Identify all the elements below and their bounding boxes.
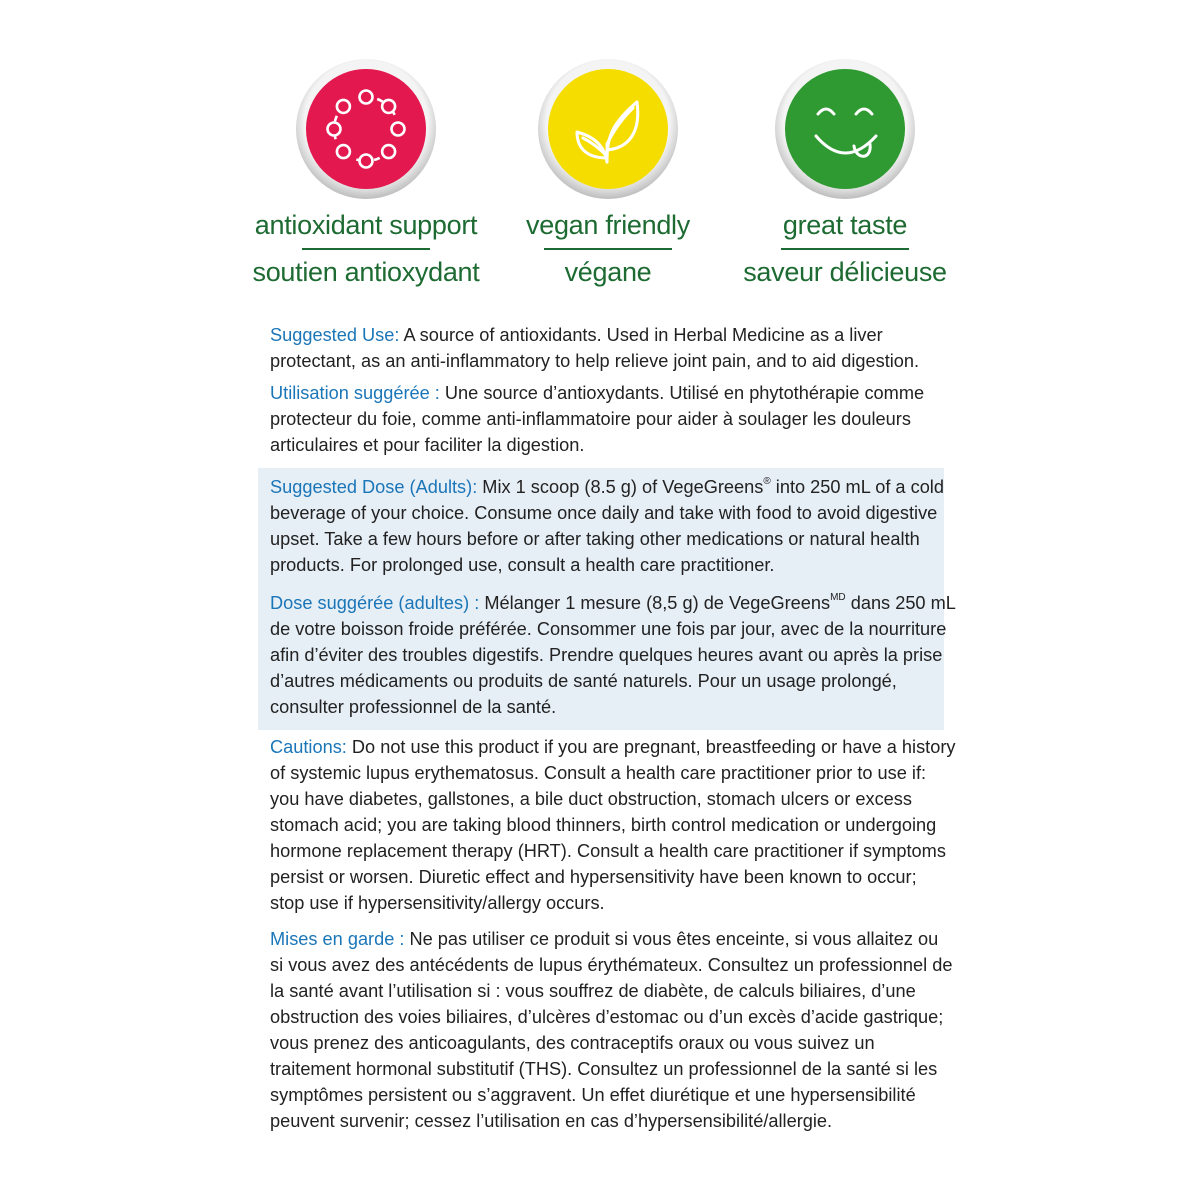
section-heading: Suggested Use: (270, 325, 400, 345)
section-body: A source of antioxidants. Used in Herbal Medicine as a liver protectant, as an anti-inflammatory to help relieve joint pain, and to aid digestion. (270, 325, 920, 371)
trademark-mark: MD (830, 592, 846, 603)
cautions-en (258, 734, 968, 916)
suggested-use-fr (258, 380, 968, 458)
leaf-icon (537, 58, 679, 200)
feature-divider (781, 248, 909, 250)
feature-label-fr: saveur délicieuse (743, 257, 947, 287)
section-body: into 250 mL of a cold beverage of your choice. Consume once daily and take with food to avoid digestive upset. Take a few hours before or after taking other medications or natural health products. For prolonged use, consult a health care practitioner. (270, 477, 944, 575)
feature-divider (544, 248, 672, 250)
section-heading: Suggested Dose (Adults): (270, 477, 478, 497)
suggested-use-en (258, 322, 968, 374)
section-body: Une source d’antioxydants. Utilisé en phytothérapie comme protecteur du foie, comme anti-inflammatoire pour aider à soulager les douleurs articulaires et pour faciliter la digestion. (270, 383, 925, 455)
section-body: dans 250 mL de votre boisson froide préférée. Consommer une fois par jour, avec de la nourriture afin d’éviter des troubles digestifs. Prendre quelques heures avant ou après la prise d’autres médicaments ou produits de santé naturels. Pour un usage prolongé, consulter professionnel de la santé. (270, 593, 956, 717)
feature-divider (302, 248, 430, 250)
section-body: Mix 1 scoop (8.5 g) of VegeGreens (477, 477, 764, 497)
section-heading: Cautions: (270, 737, 347, 757)
feature-badges (0, 58, 1200, 298)
feature-label-en: vegan friendly (526, 210, 690, 240)
feature-taste (695, 58, 995, 289)
section-body: Do not use this product if you are pregnant, breastfeeding or have a history of systemic lupus erythematosus. Consult a health care practitioner prior to use if: you have diabetes, gallstones, a bile duct obstruction, stomach ulcers or excess stomach acid; you are taking blood thinners, birth control medication or undergoing hormone replacement therapy (HRT). Consult a health care practitioner if symptoms persist or worsen. Diuretic effect and hypersensitivity have been known to occur; stop use if hypersensitivity/allergy occurs. (270, 737, 956, 913)
feature-label-en: great taste (782, 210, 908, 240)
suggested-dose-en (258, 474, 968, 578)
feature-label-en: antioxidant support (254, 210, 478, 240)
molecule-ring-icon (295, 58, 437, 200)
section-heading: Dose suggérée (adultes) : (270, 593, 480, 613)
section-body: Mélanger 1 mesure (8,5 g) de VegeGreens (479, 593, 831, 613)
suggested-dose-fr (258, 590, 968, 720)
cautions-fr (258, 926, 968, 1134)
smiley-tongue-icon (774, 58, 916, 200)
feature-label-fr: soutien antioxydant (252, 257, 480, 287)
registered-mark: ® (763, 476, 771, 487)
section-heading: Mises en garde : (270, 929, 405, 949)
section-body: Ne pas utiliser ce produit si vous êtes enceinte, si vous allaitez ou si vous avez des antécédents de lupus érythémateux. Consultez un professionnel de la santé avant l’utilisation si : vous souffrez de diabète, de calculs biliaires, d’une obstruction des voies biliaires, d’ulcères d’estomac ou d’un excès d’acide gastrique; vous prenez des anticoagulants, des contraceptifs oraux ou vous suivez un traitement hormonal substitutif (THS). Consultez un professionnel de la santé si les symptômes persistent ou s’aggravent. Un effet diurétique et une hypersensibilité peuvent survenir; cessez l’utilisation en cas d’hypersensibilité/allergie. (270, 929, 953, 1131)
feature-label-fr: végane (564, 257, 652, 287)
section-heading: Utilisation suggérée : (270, 383, 440, 403)
